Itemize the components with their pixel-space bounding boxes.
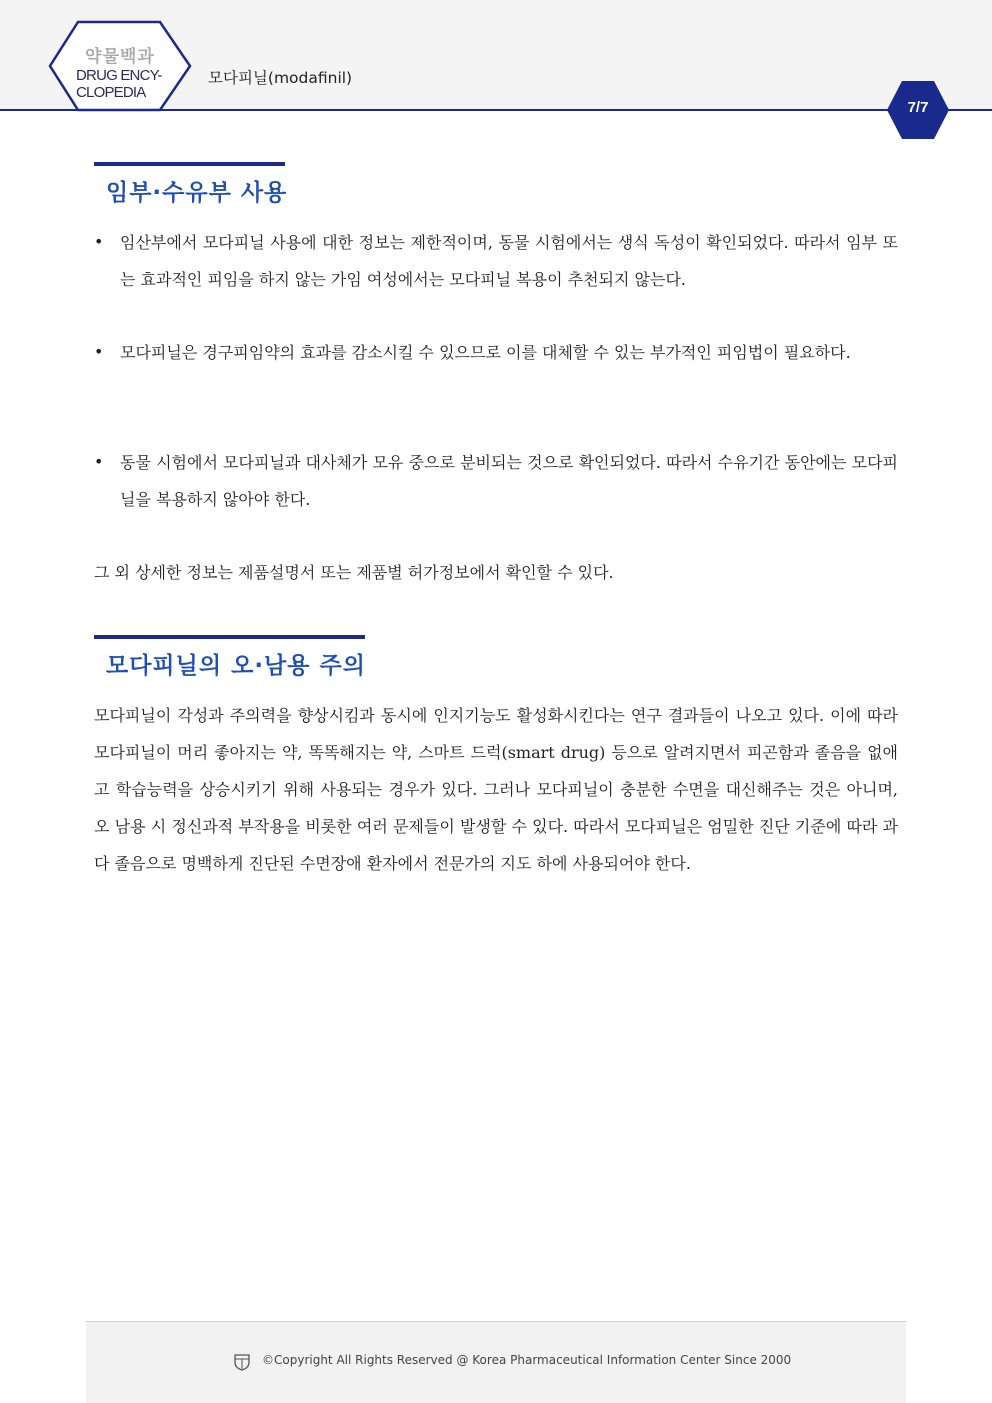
shield-crest-icon <box>233 1353 251 1371</box>
bullet-item-1 <box>94 224 898 298</box>
page-indicator: 7/7 <box>907 99 929 116</box>
section-1-bar <box>94 162 285 166</box>
section-2-paragraph: 모다피닐이 각성과 주의력을 향상시킴과 동시에 인지기능도 활성화시킨다는 연구 결과들이 나오고 있다. 이에 따라 모다피닐이 머리 좋아지는 약, 똑똑해지는 약, 스마트 드럭(smart drug) 등으로 알려지면서 피곤함과 졸음을 없애고 학습능력을 상승시키기 위해 사용되는 경우가 있다. 그러나 모다피닐이 충분한 수면을 대신해주는 것은 아니며, 오 남용 시 정신과적 부작용을 비롯한 여러 문제들이 발생할 수 있다. 따라서 모다피닐은 엄밀한 진단 기준에 따라 과다 졸음으로 명백하게 진단된 수면장애 환자에서 전문가의 지도 하에 사용되어야 한다. <box>94 706 898 873</box>
section-1-note: 그 외 상세한 정보는 제품설명서 또는 제품별 허가정보에서 확인할 수 있다. <box>94 563 614 582</box>
section-2-title: 모다피닐의 오·남용 주의 <box>106 653 366 679</box>
bullet-item-3 <box>94 444 898 518</box>
logo-english-line2: CLOPEDIA <box>76 84 146 101</box>
document-title: 모다피닐(modafinil) <box>208 69 353 87</box>
section-1-title: 임부·수유부 사용 <box>106 180 288 206</box>
bullet-text: 임산부에서 모다피닐 사용에 대한 정보는 제한적이며, 동물 시험에서는 생식 독성이 확인되었다. 따라서 임부 또는 효과적인 피임을 하지 않는 가임 여성에서는 모다피닐 복용이 추천되지 않는다. <box>120 233 898 289</box>
bullet-icon: • <box>94 342 104 361</box>
bullet-text: 모다피닐은 경구피임약의 효과를 감소시킬 수 있으므로 이를 대체할 수 있는 부가적인 피임법이 필요하다. <box>120 343 851 362</box>
section-2-bar <box>94 635 365 639</box>
bullet-icon: • <box>94 452 104 471</box>
logo-korean-text: 약물백과 <box>85 47 155 67</box>
bullet-item-2 <box>94 334 898 371</box>
logo-english-text <box>76 67 172 101</box>
logo-english-line1: DRUG ENCY- <box>76 67 162 84</box>
footer-copyright: ©Copyright All Rights Reserved @ Korea Pharmaceutical Information Center Since 2000 <box>262 1353 792 1367</box>
bullet-text: 동물 시험에서 모다피닐과 대사체가 모유 중으로 분비되는 것으로 확인되었다. 따라서 수유기간 동안에는 모다피닐을 복용하지 않아야 한다. <box>120 453 898 509</box>
bullet-icon: • <box>94 232 104 251</box>
